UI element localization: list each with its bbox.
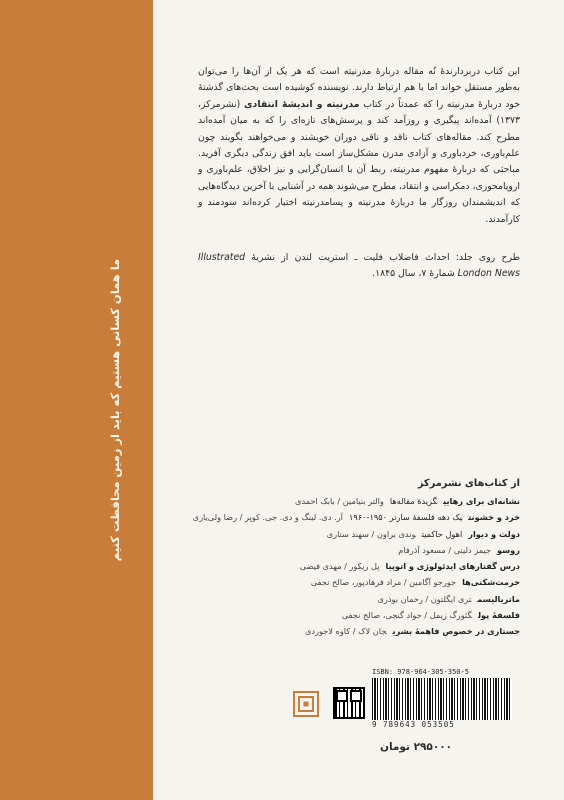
- book-title: ماتریالیسم: [477, 593, 520, 604]
- credit-line-1: طرح روی جلد: احداث فاضلاب فلیت ـ استریت لندن از نشریهٔ: [251, 252, 520, 264]
- blurb-part-2: (نشرمرکز، ۱۳۷۳) آمده‌اند پیگیری و روزآمد کند و پرسش‌های تازه‌ای را که به میان آمده‌اند مطرح کند. مقاله‌های کتاب ناقد و ناقی دوران خویشند و می‌خواهند بگویند چون علم‌باوری، خردباوری و آزادی مدرن مشکل‌ساز است باید افق زندگی دیگری آفرید. مباحثی که دربارهٔ مفهوم مدرنیته، ربط آن با انسان‌گرایی و نیز اخلاق، علم‌باوری و اروپامحوری، دمکراسی و انتقاد، مطرح می‌شوند همه در آشنایی با آخرین دیدگاه‌هایی که اندیشمندان روزگار ما دربارهٔ مدرنیته و پسامدرنیته اختیار کرده‌اند سودمند و کارآمدند.: [198, 98, 520, 225]
- book-list-item: [178, 623, 520, 639]
- blurb-part-1: این کتاب دربردارندهٔ نُه مقاله دربارهٔ مدرنیته است که هر یک از آن‌ها را می‌توان به‌طور مستقل خواند اما با هم ارتباط دارند. نویسنده کوشیده است بحث‌های گذشتهٔ خود دربارهٔ مدرنیته را که عمدتاً در کتاب: [198, 66, 520, 110]
- spine-tagline-text: ما همان کسانی هستیم که باید از زمین محافظت کنیم: [108, 258, 122, 562]
- isbn-barcode-block: [372, 668, 520, 729]
- book-title: روسو: [497, 544, 520, 555]
- book-authors: جان لاک / کاوه لاجوردی: [304, 626, 387, 637]
- blurb-paragraph: [198, 64, 520, 228]
- book-title: جستاری در خصوص فاهمهٔ بشری: [392, 626, 520, 637]
- publisher-books-list: [178, 478, 520, 640]
- book-list-item: [178, 574, 520, 590]
- credit-journal: Illustrated London News: [198, 252, 520, 280]
- book-title: فلسفهٔ پول: [477, 610, 520, 621]
- books-items: [178, 493, 520, 640]
- publisher-logo: [293, 691, 319, 717]
- back-cover-text: [198, 64, 520, 291]
- book-authors: والتر بنیامین / بابک احمدی: [295, 496, 384, 506]
- book-title: خرد و خشونت: [468, 512, 520, 523]
- book-list-item: [178, 558, 520, 574]
- book-subtitle: گزیدهٔ مقاله‌ها: [389, 496, 438, 506]
- book-title: درس گفتارهای ایدئولوژی و اتوپیا: [385, 561, 520, 572]
- publisher-logo-icon: [293, 691, 319, 717]
- book-authors: وندی براون / سهند ستاری: [326, 528, 416, 539]
- book-list-item: [178, 591, 520, 607]
- spine-tagline: [95, 60, 135, 760]
- book-subtitle: اهول حاکمیت: [421, 528, 463, 539]
- credit-line-2: شمارهٔ ۷، سال ۱۸۴۵.: [372, 268, 455, 280]
- book-authors: تری ایگلتون / رحمان بوذری: [377, 593, 472, 604]
- cover-credit: [198, 250, 520, 282]
- book-authors: پل ریکور / مهدی فیضی: [299, 561, 380, 572]
- book-list-item: [178, 509, 520, 525]
- book-list-item: [178, 526, 520, 542]
- books-heading: از کتاب‌های نشرمرکز: [417, 478, 520, 489]
- book-list-item: [178, 493, 520, 509]
- book-authors: آر. دی. لینگ و دی. جی. کوپر / رضا ولی‌یاری: [192, 512, 343, 523]
- barcode: [372, 678, 512, 720]
- book-title: نشانه‌ای برای رهایی: [443, 496, 520, 506]
- book-list-item: [178, 607, 520, 623]
- barcode-digits: 9 789643 053505: [372, 720, 455, 729]
- qr-code: [333, 687, 365, 719]
- book-title: دولت و دیوار: [468, 528, 520, 539]
- isbn-label: ISBN: 978-964-305-350-5: [372, 668, 469, 676]
- book-subtitle: یک دهه فلسفهٔ سارتر ۱۹۵۰-۱۹۶۰: [348, 512, 463, 523]
- book-list-item: [178, 542, 520, 558]
- book-authors: جورجو آگامبن / مراد فرهادپور، صالح نجفی: [310, 577, 457, 588]
- book-authors: جیمز دلینی / مسعود آذرفام: [398, 544, 491, 555]
- blurb-book-title: مدرنیته و اندیشهٔ انتقادی: [244, 98, 360, 110]
- book-title: حرمت‌شکنی‌ها: [462, 577, 520, 588]
- book-authors: گئورگ زیمل / جواد گنجی، صالح نجفی: [341, 610, 472, 621]
- price: ۲۹۵۰۰۰ تومان: [380, 741, 453, 753]
